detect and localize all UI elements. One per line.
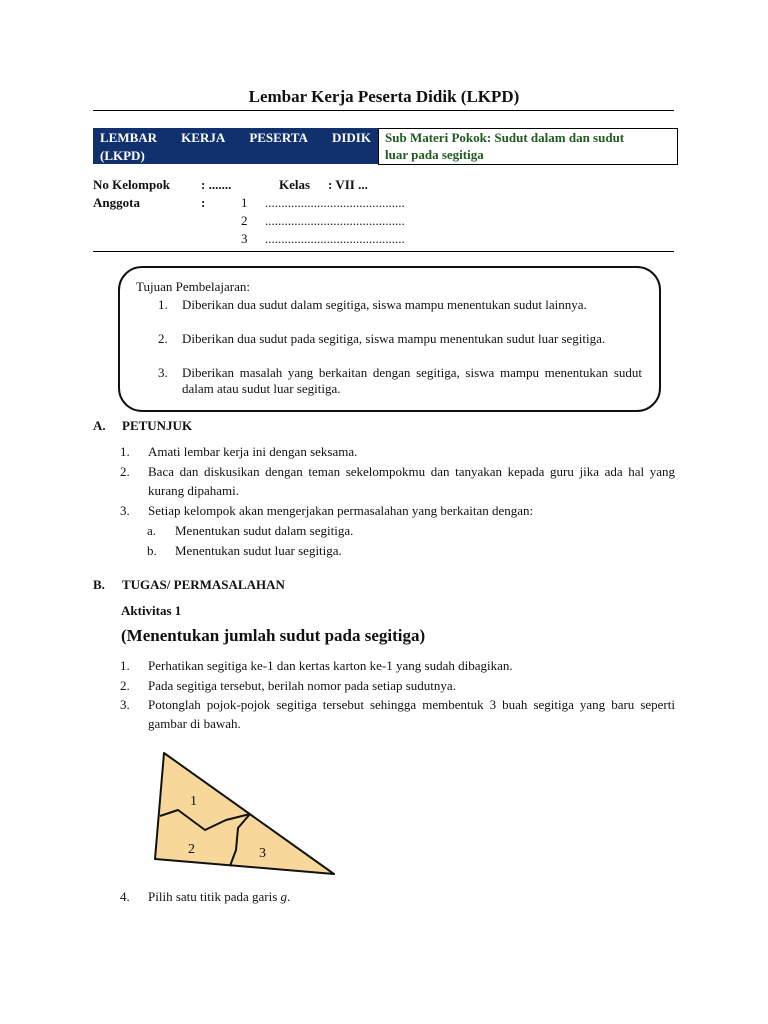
lkpd-word: KERJA (181, 130, 226, 145)
anggota-label: Anggota (93, 195, 140, 210)
petunjuk-item (120, 501, 675, 520)
petunjuk-subitem (147, 541, 342, 560)
kelompok-value: : ....... (201, 177, 232, 192)
member-dots: ........................................... (265, 213, 405, 228)
member-dots: ........................................... (265, 231, 405, 246)
lkpd-header-line2: (LKPD) (100, 148, 145, 163)
aktivitas-label: Aktivitas 1 (121, 603, 182, 618)
petunjuk-subitem-text: Menentukan sudut luar segitiga. (175, 543, 342, 558)
sub-materi-line2: luar pada segitiga (385, 147, 484, 162)
aktivitas-title: (Menentukan jumlah sudut pada segitiga) (121, 626, 426, 645)
anggota-colon: : (201, 195, 206, 210)
tugas-step-text: Pada segitiga tersebut, berilah nomor pada setiap sudutnya. (148, 678, 456, 693)
tujuan-item (158, 297, 642, 313)
tugas-step-number: 1. (120, 658, 130, 673)
lkpd-header-box (93, 128, 378, 164)
tujuan-item-number: 3. (158, 365, 168, 380)
section-a-letter: A. (93, 418, 106, 433)
piece-label: 2 (188, 842, 195, 857)
tugas-step-number: 3. (120, 697, 130, 712)
tugas-step-number: 2. (120, 678, 130, 693)
document-title: Lembar Kerja Peserta Didik (LKPD) (248, 87, 520, 106)
tujuan-item-text: Diberikan masalah yang berkaitan dengan segitiga, siswa mampu menentukan sudut dalam atau sudut luar segitiga. (182, 365, 642, 396)
kelompok-label: No Kelompok (93, 177, 170, 192)
kelas-label: Kelas (279, 177, 311, 192)
section-a-title: PETUNJUK (122, 418, 193, 433)
petunjuk-item-text: Baca dan diskusikan dengan teman sekelompokmu dan tanyakan kepada guru jika ada hal yang kurang dipahami. (148, 464, 675, 498)
tugas-step (120, 887, 675, 906)
lkpd-word: DIDIK (331, 130, 371, 145)
tugas-step-number: 4. (120, 889, 130, 904)
title-underline (93, 110, 674, 111)
petunjuk-item (120, 462, 675, 500)
member-number: 1 (241, 195, 248, 210)
tugas-step (120, 695, 675, 733)
tugas-step-text: Potonglah pojok-pojok segitiga tersebut sehingga membentuk 3 buah segitiga yang baru seperti gambar di bawah. (148, 697, 675, 731)
piece-label: 3 (259, 846, 266, 861)
triangle-pieces-figure (150, 748, 340, 878)
petunjuk-subitem-letter: a. (147, 523, 157, 538)
sub-materi-line1: Sub Materi Pokok: Sudut dalam dan sudut (385, 130, 625, 145)
member-number: 3 (241, 231, 248, 246)
lkpd-word: LEMBAR (100, 130, 158, 145)
step4-text-suffix: . (287, 889, 291, 904)
petunjuk-subitem (147, 521, 353, 540)
step4-text-prefix: Pilih satu titik pada garis (148, 889, 281, 904)
tujuan-item-text: Diberikan dua sudut dalam segitiga, siswa mampu menentukan sudut lainnya. (182, 297, 587, 312)
tujuan-item-number: 2. (158, 331, 168, 346)
tujuan-item (158, 365, 642, 397)
member-number: 2 (241, 213, 248, 228)
tujuan-title: Tujuan Pembelajaran: (136, 279, 250, 294)
tujuan-item-text: Diberikan dua sudut pada segitiga, siswa mampu menentukan sudut luar segitiga. (182, 331, 606, 346)
tujuan-item (158, 331, 642, 347)
group-info-divider (93, 251, 674, 252)
petunjuk-item-number: 3. (120, 503, 130, 518)
petunjuk-item (120, 442, 675, 461)
tugas-step (120, 676, 675, 695)
section-b-letter: B. (93, 577, 105, 592)
tujuan-item-number: 1. (158, 297, 168, 312)
piece-label: 1 (190, 794, 197, 809)
petunjuk-subitem-text: Menentukan sudut dalam segitiga. (175, 523, 354, 538)
petunjuk-subitem-letter: b. (147, 543, 157, 558)
section-b-title: TUGAS/ PERMASALAHAN (122, 577, 285, 592)
tugas-step-text (148, 887, 675, 906)
petunjuk-item-text: Setiap kelompok akan mengerjakan permasalahan yang berkaitan dengan: (148, 503, 534, 518)
line-variable: g (280, 889, 288, 904)
petunjuk-item-number: 1. (120, 444, 130, 459)
petunjuk-item-text: Amati lembar kerja ini dengan seksama. (148, 444, 358, 459)
lkpd-header-line1 (100, 129, 371, 147)
petunjuk-item-number: 2. (120, 464, 130, 479)
kelas-value: : VII ... (328, 177, 368, 192)
tugas-step-text: Perhatikan segitiga ke-1 dan kertas karton ke-1 yang sudah dibagikan. (148, 658, 513, 673)
member-dots: ........................................... (265, 195, 405, 210)
sub-materi-box (378, 128, 678, 165)
lkpd-word: PESERTA (249, 130, 308, 145)
tugas-step (120, 656, 675, 675)
